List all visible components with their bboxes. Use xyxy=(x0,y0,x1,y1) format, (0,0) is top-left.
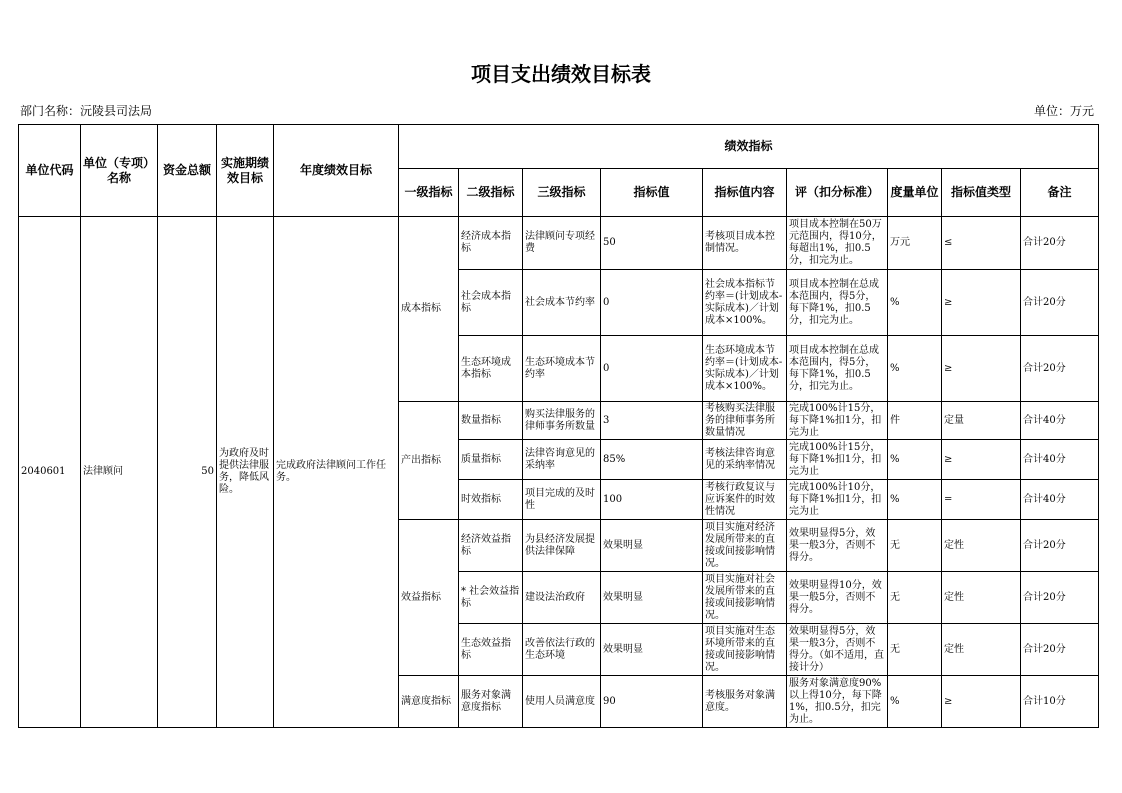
value-cell: 效果明显 xyxy=(601,520,703,572)
header-level2: 二级指标 xyxy=(459,169,523,217)
remark-cell: 合计20分 xyxy=(1021,572,1099,624)
level1-cell: 成本指标 xyxy=(399,217,459,402)
level3-cell: 项目完成的及时性 xyxy=(523,480,601,520)
measure-unit-cell: % xyxy=(888,270,942,336)
value-content-cell: 项目实施对经济发展所带来的直接或间接影响情况。 xyxy=(703,520,787,572)
level2-cell: 质量指标 xyxy=(459,440,523,480)
remark-cell: 合计40分 xyxy=(1021,480,1099,520)
scoring-cell: 完成100%计10分，每下降1%扣1分，扣完为止 xyxy=(787,480,888,520)
scoring-cell: 项目成本控制在50万元范围内，得10分，每超出1%，扣0.5分，扣完为止。 xyxy=(787,217,888,270)
performance-table xyxy=(18,124,1099,728)
indicator-row xyxy=(19,217,1099,270)
remark-cell: 合计40分 xyxy=(1021,440,1099,480)
level3-cell: 法律咨询意见的采纳率 xyxy=(523,440,601,480)
header-unit-code: 单位代码 xyxy=(19,125,81,217)
header-annual-goal: 年度绩效目标 xyxy=(274,125,399,217)
header-level3: 三级指标 xyxy=(523,169,601,217)
remark-cell: 合计20分 xyxy=(1021,217,1099,270)
value-type-cell: ≥ xyxy=(942,336,1021,402)
scoring-cell: 效果明显得10分，效果一般5分，否则不得分。 xyxy=(787,572,888,624)
value-cell: 效果明显 xyxy=(601,572,703,624)
page-title: 项目支出绩效目标表 xyxy=(471,62,651,86)
value-cell: 90 xyxy=(601,676,703,728)
level2-cell: 时效指标 xyxy=(459,480,523,520)
measure-unit-cell: % xyxy=(888,440,942,480)
level1-cell: 满意度指标 xyxy=(399,676,459,728)
remark-cell: 合计10分 xyxy=(1021,676,1099,728)
level3-cell: 使用人员满意度 xyxy=(523,676,601,728)
header-total-funds: 资金总额 xyxy=(158,125,217,217)
level3-cell: 购买法律服务的律师事务所数量 xyxy=(523,402,601,440)
level3-cell: 生态环境成本节约率 xyxy=(523,336,601,402)
header-measure-unit: 度量单位 xyxy=(888,169,942,217)
header-value: 指标值 xyxy=(601,169,703,217)
scoring-cell: 完成100%计15分，每下降1%扣1分，扣完为止 xyxy=(787,402,888,440)
value-content-cell: 考核服务对象满意度。 xyxy=(703,676,787,728)
value-content-cell: 考核项目成本控制情况。 xyxy=(703,217,787,270)
header-performance-indicators: 绩效指标 xyxy=(399,125,1099,169)
value-cell: 85% xyxy=(601,440,703,480)
level3-cell: 法律顾问专项经费 xyxy=(523,217,601,270)
measure-unit-cell: 件 xyxy=(888,402,942,440)
value-type-cell: 定性 xyxy=(942,520,1021,572)
header-unit-name: 单位（专项）名称 xyxy=(81,125,158,217)
value-content-cell: 项目实施对生态环境所带来的直接或间接影响情况。 xyxy=(703,624,787,676)
measure-unit-cell: 无 xyxy=(888,520,942,572)
header-row-1 xyxy=(19,125,1099,169)
scoring-cell: 项目成本控制在总成本范围内，得5分，每下降1%，扣0.5分，扣完为止。 xyxy=(787,336,888,402)
scoring-cell: 服务对象满意度90%以上得10分，每下降1%，扣0.5分，扣完为止。 xyxy=(787,676,888,728)
value-cell: 0 xyxy=(601,336,703,402)
measure-unit-cell: 无 xyxy=(888,624,942,676)
level1-cell: 效益指标 xyxy=(399,520,459,676)
measure-unit-cell: % xyxy=(888,676,942,728)
value-type-cell: ≥ xyxy=(942,440,1021,480)
value-content-cell: 考核行政复议与应诉案件的时效性情况 xyxy=(703,480,787,520)
scoring-cell: 完成100%计15分，每下降1%扣1分，扣完为止 xyxy=(787,440,888,480)
value-type-cell: ≥ xyxy=(942,270,1021,336)
level2-cell: 经济效益指标 xyxy=(459,520,523,572)
measure-unit-cell: 无 xyxy=(888,572,942,624)
total-funds-cell: 50 xyxy=(158,217,217,728)
scoring-cell: 效果明显得5分，效果一般3分，否则不得分。（如不适用，直接计分） xyxy=(787,624,888,676)
scoring-cell: 效果明显得5分，效果一般3分，否则不得分。 xyxy=(787,520,888,572)
department-name: 部门名称：沅陵县司法局 xyxy=(20,104,153,118)
value-type-cell: 定性 xyxy=(942,624,1021,676)
header-scoring: 评（扣分标准） xyxy=(787,169,888,217)
value-cell: 50 xyxy=(601,217,703,270)
value-type-cell: = xyxy=(942,480,1021,520)
level3-cell: 建设法治政府 xyxy=(523,572,601,624)
unit-code-cell: 2040601 xyxy=(19,217,81,728)
level3-cell: 社会成本节约率 xyxy=(523,270,601,336)
level2-cell: 数量指标 xyxy=(459,402,523,440)
header-remark: 备注 xyxy=(1021,169,1099,217)
scoring-cell: 项目成本控制在总成本范围内，得5分，每下降1%，扣0.5分，扣完为止。 xyxy=(787,270,888,336)
level2-cell: 生态效益指标 xyxy=(459,624,523,676)
level1-cell: 产出指标 xyxy=(399,402,459,520)
remark-cell: 合计20分 xyxy=(1021,624,1099,676)
currency-unit: 单位：万元 xyxy=(1033,104,1094,118)
value-type-cell: 定性 xyxy=(942,572,1021,624)
level2-cell: 服务对象满意度指标 xyxy=(459,676,523,728)
annual-goal-cell: 完成政府法律顾问工作任务。 xyxy=(274,217,399,728)
value-type-cell: ≥ xyxy=(942,676,1021,728)
unit-name-cell: 法律顾问 xyxy=(81,217,158,728)
level3-cell: 为县经济发展提供法律保障 xyxy=(523,520,601,572)
level2-cell: * 社会效益指标 xyxy=(459,572,523,624)
measure-unit-cell: 万元 xyxy=(888,217,942,270)
level2-cell: 生态环境成本指标 xyxy=(459,336,523,402)
remark-cell: 合计20分 xyxy=(1021,336,1099,402)
value-content-cell: 项目实施对社会发展所带来的直接或间接影响情况。 xyxy=(703,572,787,624)
header-period-goal: 实施期绩效目标 xyxy=(217,125,274,217)
level2-cell: 经济成本指标 xyxy=(459,217,523,270)
value-content-cell: 生态环境成本节约率＝(计划成本-实际成本)／计划成本×100%。 xyxy=(703,336,787,402)
header-value-content: 指标值内容 xyxy=(703,169,787,217)
header-level1: 一级指标 xyxy=(399,169,459,217)
value-content-cell: 考核购买法律服务的律师事务所数量情况 xyxy=(703,402,787,440)
level3-cell: 改善依法行政的生态环境 xyxy=(523,624,601,676)
remark-cell: 合计20分 xyxy=(1021,520,1099,572)
value-cell: 0 xyxy=(601,270,703,336)
value-type-cell: 定量 xyxy=(942,402,1021,440)
value-cell: 3 xyxy=(601,402,703,440)
period-goal-cell: 为政府及时提供法律服务，降低风险。 xyxy=(217,217,274,728)
value-type-cell: ≤ xyxy=(942,217,1021,270)
value-cell: 100 xyxy=(601,480,703,520)
level2-cell: 社会成本指标 xyxy=(459,270,523,336)
header-value-type: 指标值类型 xyxy=(942,169,1021,217)
remark-cell: 合计40分 xyxy=(1021,402,1099,440)
value-content-cell: 社会成本指标节约率＝(计划成本-实际成本)／计划成本×100%。 xyxy=(703,270,787,336)
measure-unit-cell: % xyxy=(888,480,942,520)
value-content-cell: 考核法律咨询意见的采纳率情况 xyxy=(703,440,787,480)
remark-cell: 合计20分 xyxy=(1021,270,1099,336)
measure-unit-cell: % xyxy=(888,336,942,402)
value-cell: 效果明显 xyxy=(601,624,703,676)
